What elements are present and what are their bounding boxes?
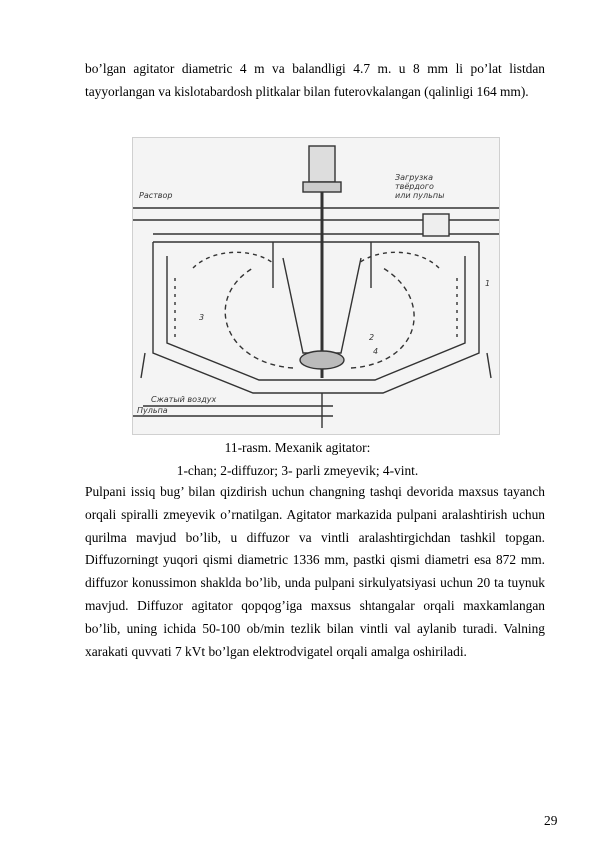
- page-number: 29: [544, 813, 558, 828]
- label-pulp: Пульпа: [137, 406, 168, 415]
- figure-caption-legend: 1-chan; 2-diffuzor; 3- parli zmeyevik; 4-vint.: [176, 463, 419, 478]
- label-num-2: 2: [369, 333, 375, 342]
- label-num-3: 3: [199, 313, 205, 322]
- motor-shape: [309, 146, 335, 182]
- label-num-4: 4: [373, 347, 379, 356]
- label-tverdogo: твёрдого: [395, 182, 434, 191]
- label-zagruzka: Загрузка: [395, 173, 434, 182]
- paragraph-top: bo’lgan agitator diametric 4 m va balandligi 4.7 m. u 8 mm li po’lat listdan tayyorlangan va kislotabardosh plitkalar bilan futerovkalangan (qalinligi 164 mm).: [85, 61, 545, 99]
- agitator-figure: [132, 137, 500, 435]
- label-air: Сжатый воздух: [151, 395, 217, 404]
- figure-caption-title: 11-rasm. Mexanik agitator:: [224, 440, 371, 455]
- agitator-drawing: [133, 138, 499, 434]
- label-num-1: 1: [485, 279, 491, 288]
- label-pulpy: или пульпы: [395, 191, 445, 200]
- label-raствор: Раствор: [139, 191, 173, 200]
- paragraph-main: Pulpani issiq bug’ bilan qizdirish uchun changning tashqi devorida maxsus tayanch orqali spiralli zmeyevik o’rnatilgan. Agitator markazida pulpani aralashtirish uchun qurilma mavjud bo’lib, u diffuzor va vintli aralashtirgichdan tashkil topgan. Diffuzorningt yuqori qismi diametric 1336 mm, pastki qismi diametri esa 872 mm. diffuzor konussimon shaklda bo’lib, unda pulpani sirkulyatsiyasi uchun 20 ta tuynuk mavjud. Diffuzor agitator qopqog’iga maxsus shtangalar orqali maxkamlangan bo’lib, uning ichida 50-100 ob/min tezlik bilan vintli val aylanib turadi. Valning xarakati quvvati 7 kVt bo’lgan elektrodvigatel orqali amalga oshiriladi.: [85, 484, 545, 659]
